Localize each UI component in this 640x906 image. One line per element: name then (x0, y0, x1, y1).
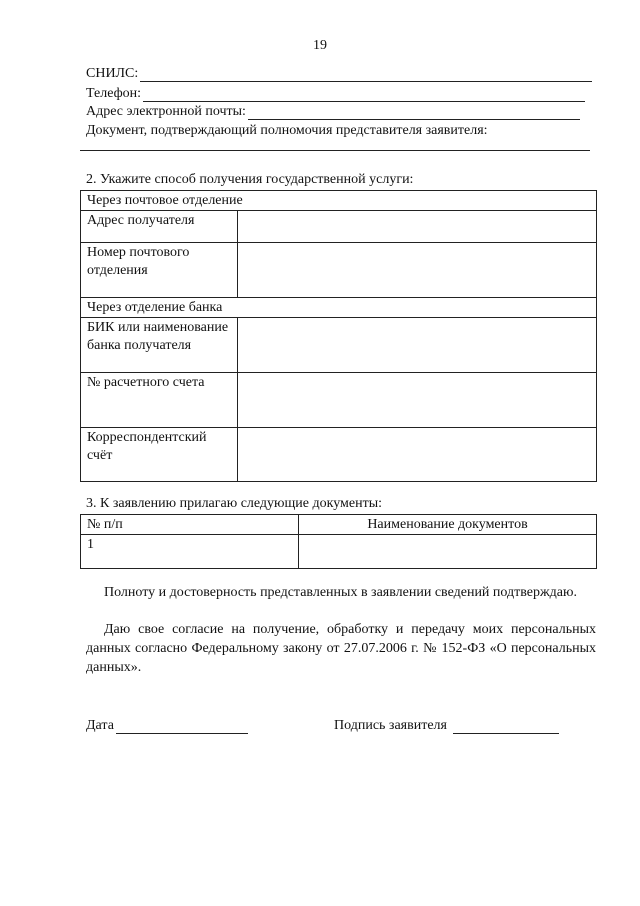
confirmation-paragraph: Полноту и достоверность представленных в заявлении сведений подтверждаю. (104, 585, 577, 600)
snils-field[interactable] (86, 66, 592, 82)
delivery-method-table (80, 190, 597, 482)
authority-document-field (86, 123, 488, 139)
recipient-address-label: Адрес получателя (81, 211, 238, 243)
attached-documents-table (80, 514, 597, 569)
snils-label: СНИЛС: (86, 66, 139, 81)
consent-paragraph: Даю свое согласие на получение, обработку и передачу моих персональных данных согласно Федеральному закону от 27.07.2006 г. № 152-ФЗ «О персональных данных». (86, 622, 596, 675)
date-line[interactable] (116, 719, 248, 734)
column-name-header: Наименование документов (299, 515, 597, 535)
email-field[interactable] (86, 104, 580, 120)
phone-field[interactable] (86, 86, 585, 102)
phone-label: Телефон: (86, 86, 142, 101)
column-number-header: № п/п (81, 515, 299, 535)
signature-label: Подпись заявителя (334, 718, 447, 733)
date-label: Дата (86, 718, 114, 733)
section3-heading: 3. К заявлению прилагаю следующие документы: (86, 496, 383, 511)
authority-document-line[interactable] (80, 150, 590, 151)
post-office-number-cell[interactable] (238, 243, 597, 298)
phone-line[interactable] (143, 87, 585, 102)
bank-bic-label: БИК или наименование банка получателя (81, 318, 238, 373)
correspondent-account-cell[interactable] (238, 428, 597, 482)
bank-branch-header: Через отделение банка (81, 298, 597, 318)
date-field[interactable] (86, 718, 248, 734)
document-row-name-cell[interactable] (299, 535, 597, 569)
bank-bic-cell[interactable] (238, 318, 597, 373)
snils-line[interactable] (140, 67, 592, 82)
post-office-header: Через почтовое отделение (81, 191, 597, 211)
authority-document-label: Документ, подтверждающий полномочия представителя заявителя: (86, 123, 488, 138)
page-number: 19 (313, 38, 327, 53)
settlement-account-cell[interactable] (238, 373, 597, 428)
recipient-address-cell[interactable] (238, 211, 597, 243)
settlement-account-label: № расчетного счета (81, 373, 238, 428)
signature-field[interactable] (334, 718, 559, 734)
signature-line[interactable] (453, 719, 559, 734)
email-line[interactable] (248, 105, 580, 120)
section2-heading: 2. Укажите способ получения государственной услуги: (86, 172, 414, 187)
document-row-number: 1 (81, 535, 299, 569)
email-label: Адрес электронной почты: (86, 104, 246, 119)
post-office-number-label: Номер почтового отделения (81, 243, 238, 298)
correspondent-account-label: Корреспондентский счёт (81, 428, 238, 482)
